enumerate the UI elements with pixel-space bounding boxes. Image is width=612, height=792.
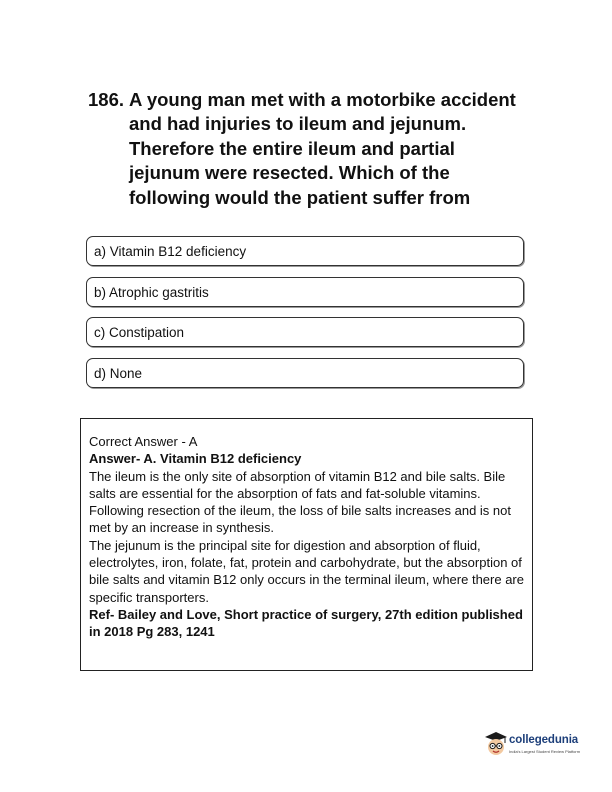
question-text: A young man met with a motorbike accident and had injuries to ileum and jejunum. Therefore the entire ileum and partial jejunum were resected. Which of the following would the patient suffer from: [129, 89, 516, 208]
explanation-paragraph: The ileum is the only site of absorption of vitamin B12 and bile salts. Bile salts are essential for the absorption of fats and fat-soluble vitamins.: [89, 468, 506, 501]
answer-line: Answer- A. Vitamin B12 deficiency: [89, 451, 302, 467]
graduate-mascot-icon: [484, 731, 508, 757]
brand-name: collegedunia: [509, 734, 579, 746]
correct-answer-label: Correct Answer - A: [89, 434, 198, 449]
option-d[interactable]: d) None: [86, 358, 524, 388]
question: [88, 88, 518, 210]
explanation-paragraph: Following resection of the ileum, the loss of bile salts increases and is not met by an increase in synthesis.: [89, 503, 511, 536]
option-b[interactable]: b) Atrophic gastritis: [86, 277, 524, 307]
explanation-paragraph: The jejunum is the principal site for digestion and absorption of fluid, electrolytes, iron, folate, fat, protein and carbohydrate, but the absorption of bile salts and vitamin B12 only occurs in the terminal ileum, where there are specific transporters.: [89, 537, 524, 605]
question-number: 186.: [88, 89, 125, 110]
option-a[interactable]: a) Vitamin B12 deficiency: [86, 236, 524, 266]
collegedunia-logo: [484, 731, 584, 761]
reference: Ref- Bailey and Love, Short practice of surgery, 27th edition published in 2018 Pg 283, 1241: [89, 606, 523, 640]
answer-explanation-box: [80, 418, 533, 671]
brand-tagline: India's Largest Student Review Platform: [509, 749, 581, 754]
option-c[interactable]: c) Constipation: [86, 317, 524, 347]
